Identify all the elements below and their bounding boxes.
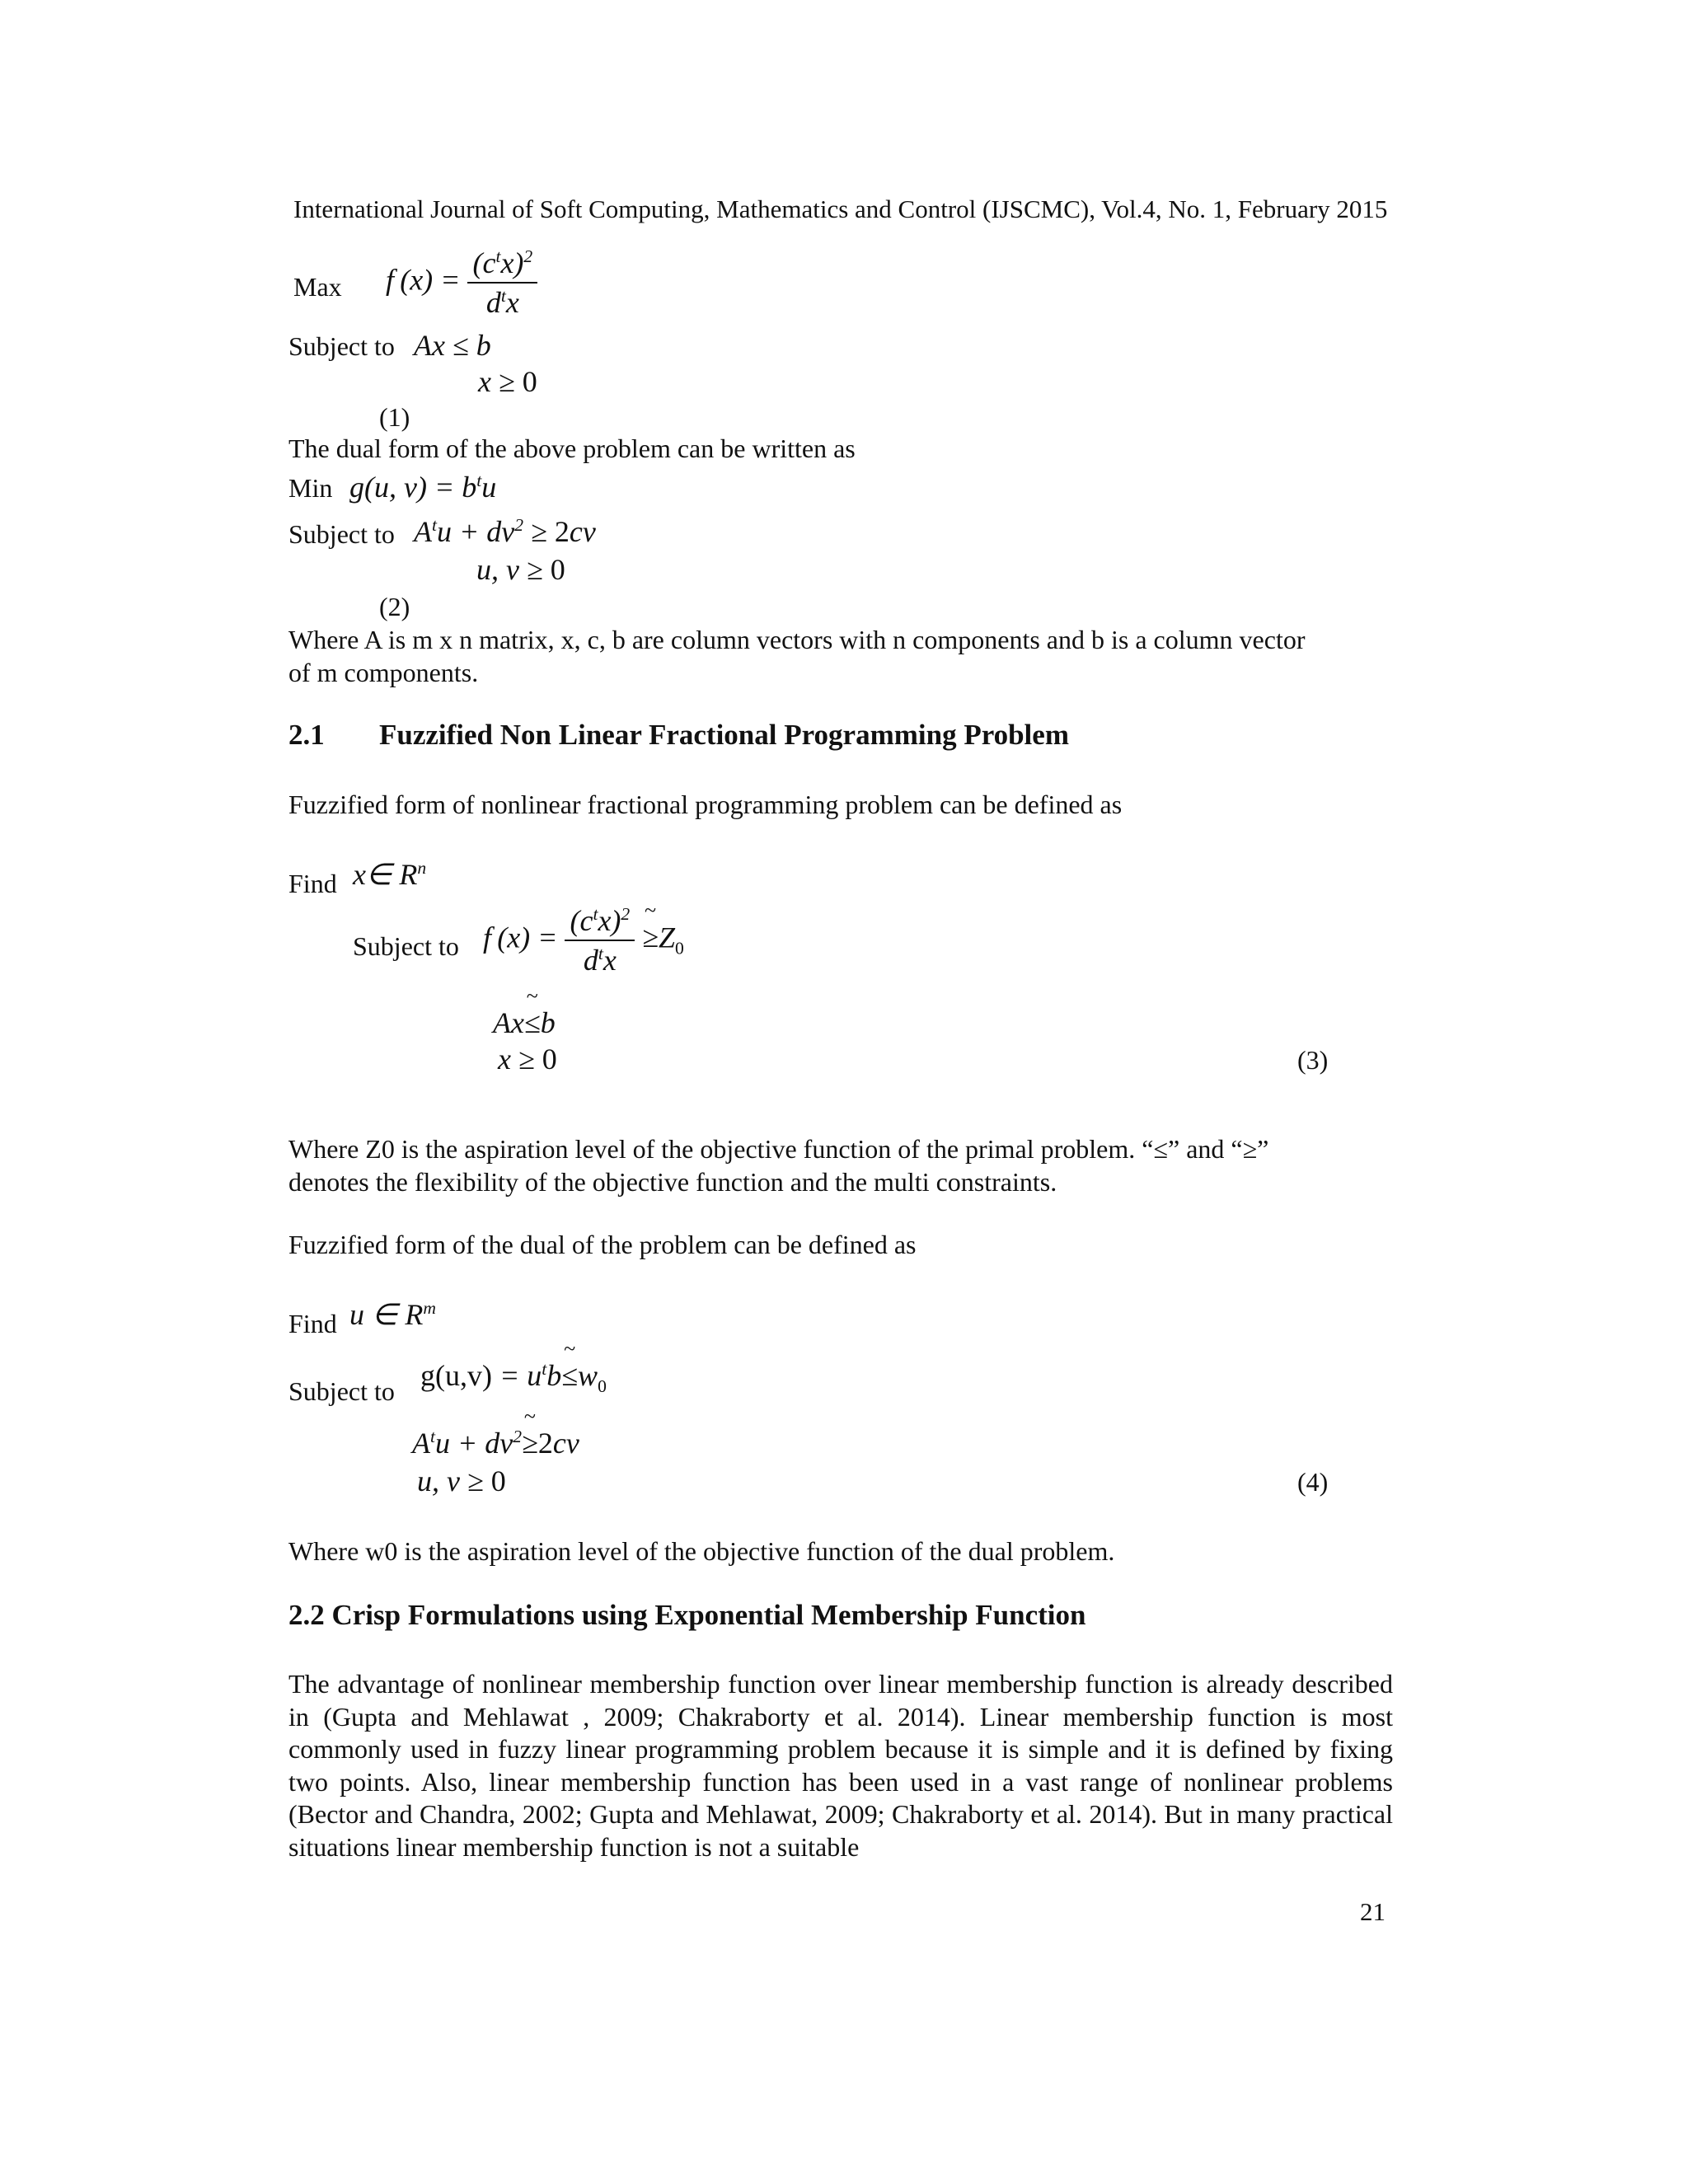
equation-3-objective: f (x) = $\frac{(c^tx)^2}{d^tx}$ ~ $\ge Z_0$: [483, 903, 684, 977]
where-w0-text: Where w0 is the aspiration level of the objective function of the dual problem.: [288, 1536, 1115, 1566]
constraint-dual-2: u, v ≥ 0: [476, 553, 565, 586]
subject-to-label-4: Subject to: [288, 1376, 395, 1406]
fuzzified-dual-intro-text: Fuzzified form of the dual of the problem can be defined as: [288, 1230, 917, 1259]
constraint-x-ge-0-fuzzy: x ≥ 0: [498, 1043, 557, 1076]
dual-intro-text: The dual form of the above problem can be written as: [288, 434, 856, 463]
where-z0-line-2: denotes the flexibility of the objective function and the multi constraints.: [288, 1167, 1057, 1197]
fuzzified-intro-text: Fuzzified form of nonlinear fractional programming problem can be defined as: [288, 790, 1123, 819]
equation-number-1: (1): [379, 402, 410, 432]
equation-1-objective: f (x) = $\frac{(c^tx)^2}{d^tx}$: [386, 246, 537, 320]
fuzzy-constraint-ax-le-b: Ax~ ≤b: [493, 1005, 556, 1040]
subject-to-label-2: Subject to: [288, 519, 395, 549]
fuzzy-constraint-dual-1: $A^tu$ + $dv^2\sim \ge 2cv$: [412, 1426, 579, 1460]
constraint-ax-le-b: Ax ≤ b: [414, 329, 491, 362]
find-x-in-rn: x∈ $R^n$: [353, 858, 427, 891]
constraint-x-ge-0: x ≥ 0: [478, 365, 537, 398]
constraint-dual-2-fuzzy: u, v ≥ 0: [417, 1465, 506, 1497]
section-2-1-number: 2.1: [288, 719, 325, 751]
equation-4-objective: $g(u,v) = u^tb\sim \le w_0$: [420, 1358, 607, 1397]
find-label-2: Find: [288, 1309, 337, 1338]
equation-number-2: (2): [379, 592, 410, 621]
where-z0-line-1: [288, 1132, 1393, 1165]
equation-number-4: (4): [1297, 1467, 1329, 1497]
where-matrix-line-1: Where A is m x n matrix, x, c, b are column vectors with n components and b is a column vector: [288, 625, 1306, 654]
section-2-1-title: Fuzzified Non Linear Fractional Programming Problem: [379, 719, 1069, 751]
subject-to-label-1: Subject to: [288, 331, 395, 361]
max-label: Max: [293, 272, 342, 302]
equation-2-objective: g(u, $v) = b^tu$: [349, 471, 497, 504]
page-number: 21: [1360, 1897, 1386, 1926]
constraint-dual-1: $A^tu + dv^2 \ge 2cv$: [414, 515, 596, 548]
find-label-1: Find: [288, 869, 337, 898]
where-z0-text: Where Z0 is the aspiration level of the objective function of the primal problem. “≤” and “≥”: [288, 1134, 1269, 1164]
find-u-in-rm: u ∈ $R^m$: [349, 1298, 436, 1331]
membership-function-paragraph: The advantage of nonlinear membership function over linear membership function is already described in (Gupta and Mehlawat , 2009; Chakraborty et al. 2014). Linear membership function is most commonly used in fuzzy linear programming problem because it is simple and it is defined by fixing two points. Also, linear membership function has been used in a vast range of nonlinear problems (Bector and Chandra, 2002; Gupta and Mehlawat, 2009; Chakraborty et al. 2014). But in many practical situations linear membership function is not a suitable: [288, 1669, 1393, 1862]
subject-to-label-3: Subject to: [353, 931, 459, 961]
min-label: Min: [288, 473, 333, 503]
where-matrix-line-2: of m components.: [288, 658, 479, 687]
section-2-2-heading: 2.2 Crisp Formulations using Exponential Membership Function: [288, 1599, 1086, 1631]
running-header: International Journal of Soft Computing, Mathematics and Control (IJSCMC), Vol.4, No. 1, February 2015: [293, 194, 1388, 223]
equation-number-3: (3): [1297, 1045, 1329, 1075]
